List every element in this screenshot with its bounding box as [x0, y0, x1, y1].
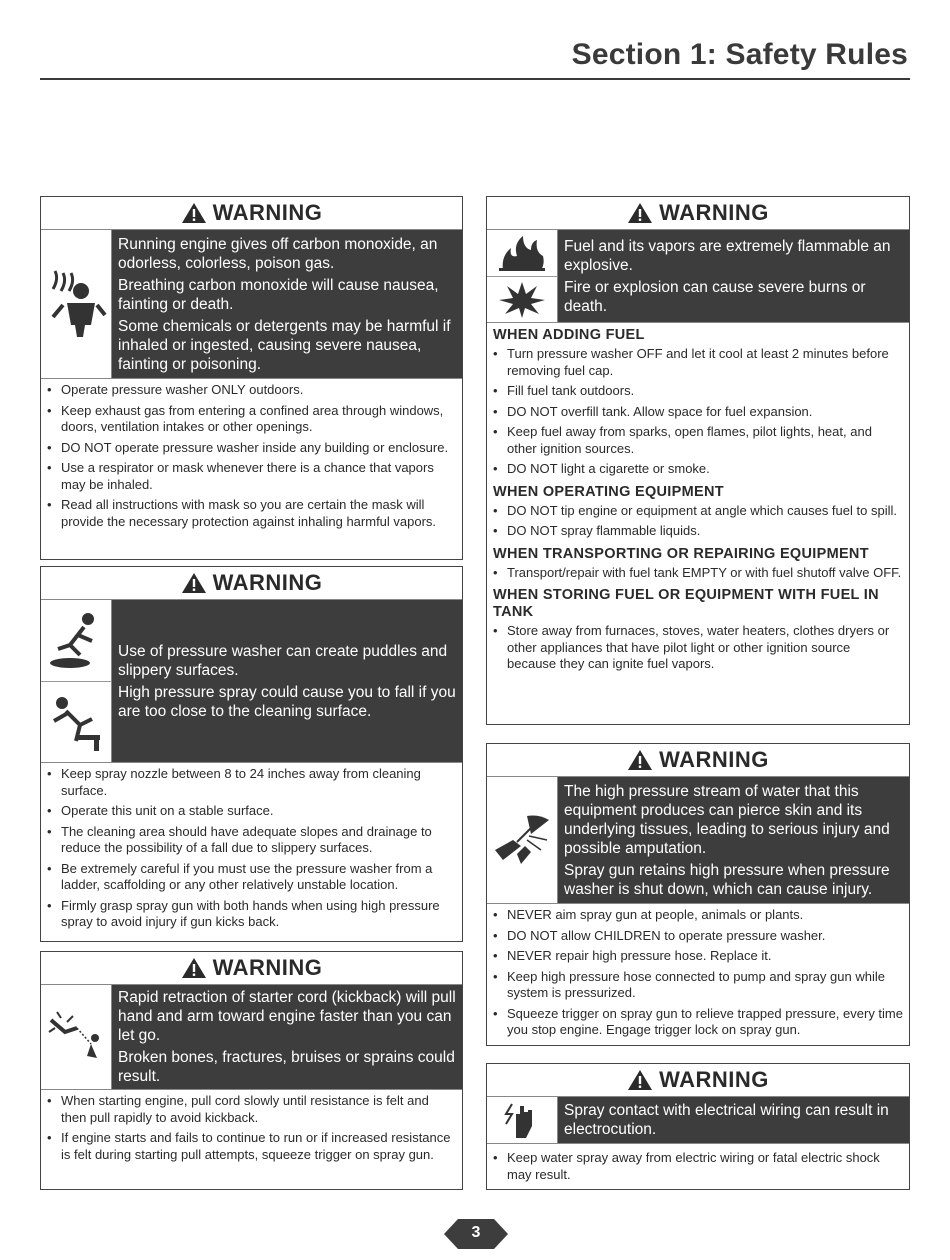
- list-item: • Keep fuel away from sparks, open flames, pilot lights, heat, and other ignition sources.: [491, 424, 903, 457]
- explosion-icon: [487, 277, 557, 323]
- page-number: 3: [471, 1224, 481, 1241]
- warning-triangle-icon: [627, 1069, 653, 1091]
- hazard-message: Broken bones, fractures, bruises or sprains could result.: [118, 1049, 455, 1085]
- list-item: • Keep high pressure hose connected to pump and spray gun while system is pressurized.: [491, 969, 903, 1002]
- list-item: • NEVER repair high pressure hose. Replace it.: [491, 948, 903, 965]
- hazard-message: Spray contact with electrical wiring can result in electrocution.: [564, 1102, 889, 1138]
- safety-list: [41, 1090, 462, 1170]
- safety-list: [41, 379, 462, 537]
- section-heading: WHEN TRANSPORTING OR REPAIRING EQUIPMENT: [493, 545, 869, 562]
- warning-box-kickback: [40, 951, 463, 1190]
- safety-list: [487, 622, 909, 673]
- warning-box-carbon-monoxide: [40, 196, 463, 560]
- warning-triangle-icon: [181, 572, 207, 594]
- kickback-icon: [41, 985, 111, 1089]
- hazard-message: Use of pressure washer can create puddles and slippery surfaces.: [118, 642, 448, 679]
- list-item: • The cleaning area should have adequate slopes and drainage to reduce the possibility of a fall due to slippery surfaces.: [45, 824, 456, 857]
- list-item: • Store away from furnaces, stoves, water heaters, clothes dryers or other appliances that have pilot light or other ignition source because they can ignite fuel vapors.: [491, 623, 903, 673]
- toxic-fumes-icon: [41, 230, 111, 378]
- warning-title: WARNING: [212, 955, 323, 980]
- list-item: • Firmly grasp spray gun with both hands when using high pressure spray to avoid injury if gun kicks back.: [45, 898, 456, 931]
- list-item: • DO NOT spray flammable liquids.: [491, 523, 903, 540]
- warning-triangle-icon: [627, 749, 653, 771]
- list-item: • Fill fuel tank outdoors.: [491, 383, 903, 400]
- section-heading: WHEN OPERATING EQUIPMENT: [493, 483, 724, 500]
- list-item: • Transport/repair with fuel tank EMPTY or with fuel shutoff valve OFF.: [491, 565, 903, 582]
- warning-box-electrocution: [486, 1063, 910, 1190]
- warning-box-fuel: [486, 196, 910, 725]
- injection-injury-icon: [487, 777, 557, 903]
- list-item: • Operate pressure washer ONLY outdoors.: [45, 382, 456, 399]
- warning-triangle-icon: [181, 202, 207, 224]
- hazard-message: Some chemicals or detergents may be harmful if inhaled or ingested, causing severe nausea, fainting or poisoning.: [118, 317, 451, 373]
- list-item: • Squeeze trigger on spray gun to relieve trapped pressure, every time you stop engine. Engage trigger lock on spray gun.: [491, 1006, 903, 1039]
- hazard-message: Spray gun retains high pressure when pressure washer is shut down, which can cause injury.: [564, 861, 890, 898]
- list-item: • Turn pressure washer OFF and let it cool at least 2 minutes before removing fuel cap.: [491, 346, 903, 379]
- warning-box-high-pressure: [486, 743, 910, 1046]
- list-item: • DO NOT light a cigarette or smoke.: [491, 461, 903, 478]
- list-item: • If engine starts and fails to continue to run or if increased resistance is felt during starting pull attempts, squeeze trigger on spray gun.: [45, 1130, 456, 1163]
- warning-header: [487, 197, 909, 229]
- page-number-badge: [444, 1219, 508, 1249]
- fall-hazard-icon: [41, 682, 111, 763]
- warning-title: WARNING: [212, 570, 323, 595]
- warning-header: [41, 567, 462, 599]
- warning-header: [487, 744, 909, 776]
- list-item: • Keep exhaust gas from entering a confined area through windows, doors, ventilation intakes or other openings.: [45, 403, 456, 436]
- slippery-surface-icon: [41, 600, 111, 682]
- safety-list: [487, 345, 909, 478]
- warning-header: [41, 952, 462, 984]
- list-item: • Use a respirator or mask whenever there is a chance that vapors may be inhaled.: [45, 460, 456, 493]
- list-item: • DO NOT tip engine or equipment at angle which causes fuel to spill.: [491, 503, 903, 520]
- list-item: • DO NOT operate pressure washer inside any building or enclosure.: [45, 440, 456, 457]
- safety-list: [41, 763, 462, 938]
- list-item: • Keep water spray away from electric wiring or fatal electric shock may result.: [491, 1150, 903, 1183]
- warning-title: WARNING: [212, 200, 323, 225]
- safety-list: [487, 904, 909, 1046]
- electric-shock-icon: [487, 1097, 557, 1143]
- warning-header: [487, 1064, 909, 1096]
- list-item: • When starting engine, pull cord slowly until resistance is felt and then pull rapidly to avoid kickback.: [45, 1093, 456, 1126]
- hazard-message: Breathing carbon monoxide will cause nausea, fainting or death.: [118, 276, 439, 313]
- header-divider: [40, 78, 910, 80]
- safety-list: [487, 1144, 909, 1190]
- list-item: • DO NOT overfill tank. Allow space for fuel expansion.: [491, 404, 903, 421]
- list-item: • NEVER aim spray gun at people, animals or plants.: [491, 907, 903, 924]
- hazard-message: Running engine gives off carbon monoxide, an odorless, colorless, poison gas.: [118, 235, 438, 272]
- hazard-message: The high pressure stream of water that this equipment produces can pierce skin and its underlying tissues, leading to serious injury and possible amputation.: [564, 782, 890, 857]
- hazard-message: Rapid retraction of starter cord (kickback) will pull hand and arm toward engine faster than you can let go.: [118, 989, 456, 1044]
- list-item: • Read all instructions with mask so you are certain the mask will provide the necessary protection against inhaling harmful vapors.: [45, 497, 456, 530]
- hazard-message: High pressure spray could cause you to fall if you are too close to the cleaning surface.: [118, 683, 456, 720]
- section-heading: WHEN STORING FUEL OR EQUIPMENT WITH FUEL IN TANK: [493, 587, 879, 620]
- list-item: • Be extremely careful if you must use the pressure washer from a ladder, scaffolding or any other relatively unstable location.: [45, 861, 456, 894]
- page-title: Section 1: Safety Rules: [571, 38, 908, 71]
- hazard-message: Fire or explosion can cause severe burns or death.: [564, 278, 866, 315]
- safety-list: [487, 502, 909, 540]
- warning-title: WARNING: [659, 747, 769, 772]
- warning-header: [41, 197, 462, 229]
- section-heading: WHEN ADDING FUEL: [493, 327, 645, 343]
- warning-title: WARNING: [659, 200, 769, 225]
- warning-triangle-icon: [627, 202, 653, 224]
- warning-title: WARNING: [659, 1067, 769, 1092]
- safety-list: [487, 564, 909, 582]
- warning-box-slip-fall: [40, 566, 463, 942]
- fire-icon: [487, 230, 557, 277]
- list-item: • DO NOT allow CHILDREN to operate pressure washer.: [491, 928, 903, 945]
- list-item: • Operate this unit on a stable surface.: [45, 803, 456, 820]
- hazard-message: Fuel and its vapors are extremely flammable an explosive.: [564, 237, 891, 274]
- warning-triangle-icon: [181, 957, 207, 979]
- list-item: • Keep spray nozzle between 8 to 24 inches away from cleaning surface.: [45, 766, 456, 799]
